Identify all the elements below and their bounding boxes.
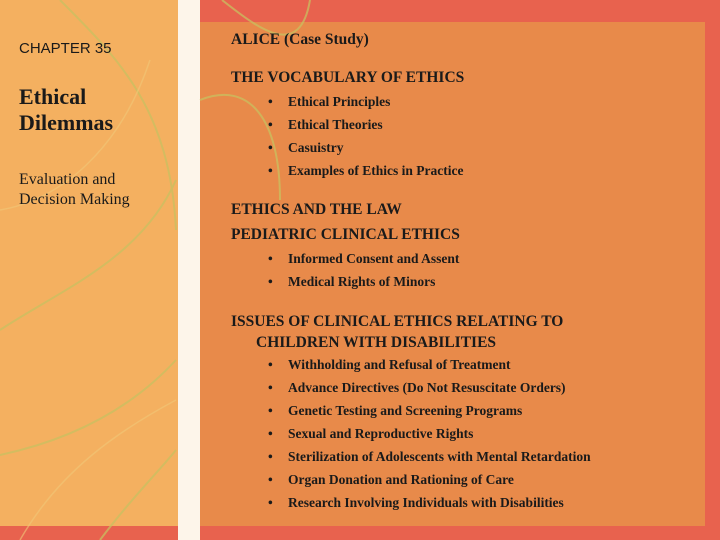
bullet: • — [268, 251, 273, 266]
list-item — [268, 449, 591, 465]
list-item — [268, 495, 564, 511]
list-item-label: Casuistry — [288, 140, 344, 155]
list-item-label: Sterilization of Adolescents with Mental Retardation — [288, 449, 591, 464]
left-panel — [0, 0, 178, 540]
list-item — [268, 251, 459, 267]
page-subtitle — [19, 170, 169, 210]
bullet: • — [268, 274, 273, 289]
heading-line: ISSUES OF CLINICAL ETHICS RELATING TO — [231, 313, 564, 330]
list-item — [268, 472, 514, 488]
list-item-label: Withholding and Refusal of Treatment — [288, 357, 511, 372]
title-line: Dilemmas — [19, 110, 114, 135]
subtitle-line: Evaluation and — [19, 171, 116, 188]
list-item — [268, 94, 390, 110]
list-item — [268, 163, 463, 179]
page-title — [19, 84, 169, 136]
subtitle-line: Decision Making — [19, 191, 130, 208]
section-heading-disabilities — [231, 311, 651, 353]
section-heading-law: ETHICS AND THE LAW — [231, 201, 402, 218]
list-item-label: Examples of Ethics in Practice — [288, 163, 464, 178]
bullet: • — [268, 495, 273, 510]
bullet: • — [268, 94, 273, 109]
case-study-heading: ALICE (Case Study) — [231, 31, 369, 48]
list-item-label: Sexual and Reproductive Rights — [288, 426, 474, 441]
bullet: • — [268, 117, 273, 132]
bullet: • — [268, 357, 273, 372]
bottom-band — [0, 526, 720, 540]
bullet: • — [268, 472, 273, 487]
list-item-label: Research Involving Individuals with Disabilities — [288, 495, 564, 510]
list-item — [268, 357, 511, 373]
list-item-label: Medical Rights of Minors — [288, 274, 436, 289]
bullet: • — [268, 426, 273, 441]
bullet: • — [268, 140, 273, 155]
list-item-label: Organ Donation and Rationing of Care — [288, 472, 514, 487]
list-item — [268, 380, 566, 396]
title-line: Ethical — [19, 84, 87, 109]
heading-line: CHILDREN WITH DISABILITIES — [256, 334, 497, 351]
list-item-label: Advance Directives (Do Not Resuscitate Orders) — [288, 380, 566, 395]
bullet: • — [268, 403, 273, 418]
divider-strip — [178, 0, 200, 540]
section-heading-pediatric: PEDIATRIC CLINICAL ETHICS — [231, 226, 460, 243]
list-item — [268, 403, 522, 419]
bullet: • — [268, 380, 273, 395]
section-heading-vocabulary: THE VOCABULARY OF ETHICS — [231, 69, 465, 86]
list-item-label: Informed Consent and Assent — [288, 251, 460, 266]
list-item — [268, 117, 383, 133]
list-item-label: Genetic Testing and Screening Programs — [288, 403, 523, 418]
list-item — [268, 426, 473, 442]
list-item-label: Ethical Theories — [288, 117, 383, 132]
list-item-label: Ethical Principles — [288, 94, 391, 109]
list-item — [268, 140, 344, 156]
chapter-label: CHAPTER 35 — [19, 40, 112, 57]
bullet: • — [268, 449, 273, 464]
bullet: • — [268, 163, 273, 178]
list-item — [268, 274, 435, 290]
